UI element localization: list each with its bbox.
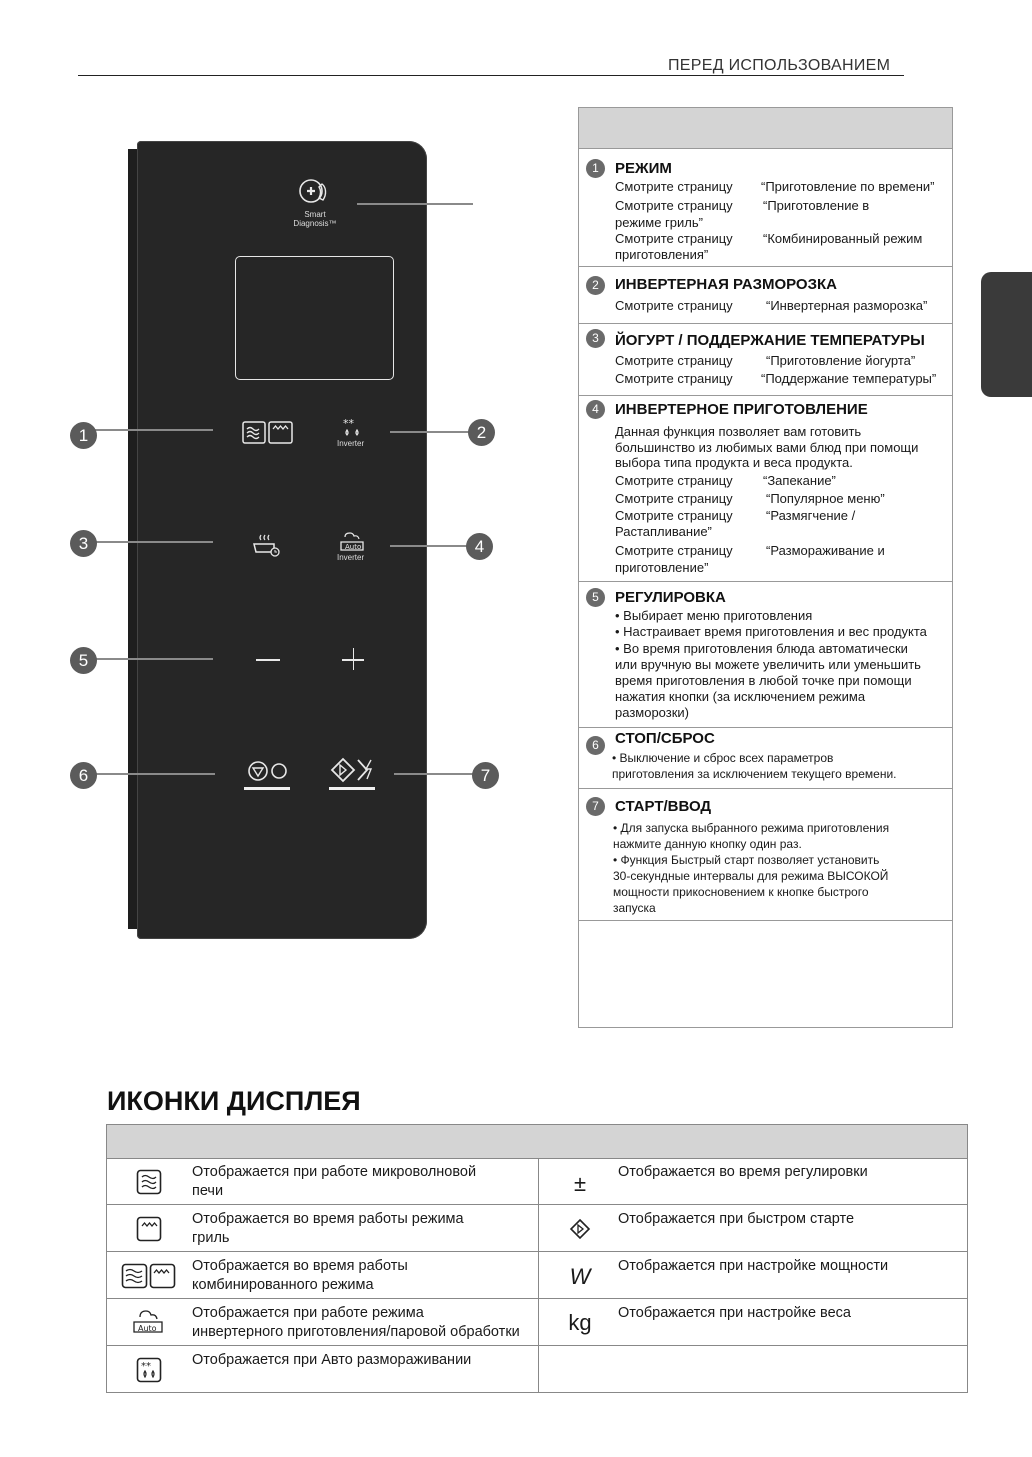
panel-auto-label: Auto	[345, 543, 362, 551]
icon-description	[192, 1257, 408, 1295]
side-tab	[981, 272, 1032, 397]
callout-line-3	[95, 541, 213, 543]
inverter-defrost-icon[interactable]	[341, 417, 365, 439]
kg-icon: kg	[568, 1310, 592, 1335]
section-text: большинство из любимых вами блюд при помощи	[615, 440, 919, 455]
display-icons-table	[106, 1124, 968, 1393]
section-text: нажмите данную кнопку один раз.	[613, 837, 802, 851]
section-text: • Выбирает меню приготовления	[615, 608, 813, 623]
icon-description: Отображается во время регулировки	[618, 1164, 868, 1180]
plus-minus-icon: ±	[573, 1171, 587, 1196]
section-line-ref: “Приготовление по времени”	[761, 179, 935, 194]
section-text: • Для запуска выбранного режима приготовления	[613, 821, 890, 835]
callout-line-1	[95, 429, 213, 431]
section-title: СТАРТ/ВВОД	[615, 798, 712, 815]
callout-4: 4	[466, 533, 493, 560]
display-icons-title: ИКОНКИ ДИСПЛЕЯ	[107, 1086, 361, 1116]
section-text: или вручную вы можете увеличить или уменьшить	[615, 657, 921, 672]
section-title: РЕГУЛИРОВКА	[615, 589, 726, 606]
section-line-ref: “Комбинированный режим	[763, 231, 923, 246]
section-title: ИНВЕРТЕРНАЯ РАЗМОРОЗКА	[615, 276, 837, 293]
callout-7: 7	[472, 762, 499, 789]
callout-line-smart	[357, 203, 473, 205]
section-line: режиме гриль”	[615, 215, 703, 230]
section-text: • Во время приготовления блюда автоматически	[615, 641, 908, 656]
section-line: Смотрите страницу	[615, 231, 733, 246]
callout-line-2	[390, 431, 470, 433]
section-text: выбора типа продукта и веса продукта.	[615, 455, 853, 470]
section-line: Смотрите страницу	[615, 353, 733, 368]
section-line: Смотрите страницу	[615, 371, 733, 386]
svg-text:**: **	[343, 417, 354, 430]
section-inverter-defrost	[579, 267, 952, 324]
section-text: запуска	[613, 901, 656, 915]
section-line: Смотрите страницу	[615, 508, 733, 523]
section-line-ref: “Размягчение /	[766, 508, 856, 523]
icon-description: Отображается при настройке мощности	[618, 1258, 889, 1274]
yogurt-keep-warm-icon[interactable]	[252, 533, 284, 559]
section-line-ref: “Размораживание и	[766, 543, 885, 558]
callout-line-6	[95, 773, 215, 775]
section-mode	[579, 149, 952, 267]
icon-description: Отображается при настройке веса	[618, 1305, 851, 1321]
section-line-ref: “Запекание”	[763, 473, 836, 488]
section-number: 1	[586, 159, 605, 178]
section-text: разморозки)	[615, 705, 689, 720]
section-number: 4	[586, 400, 605, 419]
section-text: время приготовления в любой точке при помощи	[615, 673, 912, 688]
icon-description-line: Отображается во время работы	[192, 1258, 408, 1274]
quick-start-icon	[569, 1218, 591, 1240]
stop-clear-icon[interactable]	[247, 759, 289, 785]
plus-button-vertical[interactable]	[353, 648, 355, 670]
icons-table-header	[107, 1125, 967, 1159]
callout-line-4	[390, 545, 470, 547]
icon-description-line: гриль	[192, 1230, 230, 1246]
inverter-label-4: Inverter	[337, 553, 365, 562]
icon-description-line: печи	[192, 1183, 224, 1199]
section-line: приготовления”	[615, 247, 709, 262]
icon-description	[192, 1351, 471, 1370]
section-text: мощности прикосновением к кнопке быстрого	[613, 885, 869, 899]
description-table	[578, 107, 953, 1028]
section-inverter-cook	[579, 396, 952, 582]
section-line-ref: “Инвертерная разморозка”	[766, 298, 928, 313]
section-title: СТОП/СБРОС	[615, 730, 715, 747]
combi-icon	[121, 1263, 177, 1289]
callout-3: 3	[70, 530, 97, 557]
inverter-label-2: Inverter	[337, 439, 365, 448]
section-line-ref: “Приготовление в	[763, 198, 870, 213]
stop-underline	[244, 787, 290, 790]
section-line: Смотрите страницу	[615, 473, 733, 488]
section-number: 6	[586, 736, 605, 755]
header-rule	[78, 75, 904, 76]
section-text: • Функция Быстрый старт позволяет установить	[613, 853, 880, 867]
auto-defrost-icon	[136, 1357, 162, 1383]
section-line: Смотрите страницу	[615, 179, 733, 194]
auto-cook-icon	[131, 1309, 167, 1337]
section-line: Смотрите страницу	[615, 298, 733, 313]
icon-description-line: Отображается при работе микроволновой	[192, 1164, 477, 1180]
watt-icon: W	[569, 1264, 591, 1289]
section-number: 3	[586, 329, 605, 348]
section-line-ref: “Поддержание температуры”	[761, 371, 937, 386]
section-line: Смотрите страницу	[615, 491, 733, 506]
display-window	[235, 256, 394, 380]
grill-icon	[136, 1216, 162, 1242]
section-title: ЙОГУРТ / ПОДДЕРЖАНИЕ ТЕМПЕРАТУРЫ	[615, 332, 925, 349]
section-title: ИНВЕРТЕРНОЕ ПРИГОТОВЛЕНИЕ	[615, 401, 868, 418]
section-line-ref: “Популярное меню”	[766, 491, 885, 506]
section-text: Данная функция позволяет вам готовить	[615, 424, 862, 439]
svg-text:**: **	[141, 1361, 151, 1372]
callout-6: 6	[70, 762, 97, 789]
minus-button[interactable]	[256, 659, 280, 661]
smart-diagnosis-label	[285, 210, 345, 228]
section-text: 30-секундные интервалы для режима ВЫСОКОЙ	[613, 869, 889, 883]
section-number: 5	[586, 588, 605, 607]
icon-description	[192, 1163, 476, 1201]
mode-button-icon[interactable]	[242, 420, 294, 446]
icon-description-line: инвертерного приготовления/паровой обработки	[192, 1324, 520, 1340]
section-text: приготовления за исключением текущего времени.	[612, 767, 897, 781]
icon-description-line: Отображается при работе режима	[192, 1305, 424, 1321]
section-yogurt	[579, 324, 952, 396]
start-underline	[329, 787, 375, 790]
icon-description-line: Отображается при Авто размораживании	[192, 1352, 472, 1368]
icons-table-divider	[538, 1158, 539, 1392]
section-title: РЕЖИМ	[615, 160, 672, 177]
icon-description	[192, 1210, 464, 1248]
section-stop	[579, 728, 952, 789]
section-number: 2	[586, 276, 605, 295]
callout-line-7	[394, 773, 474, 775]
microwave-icon	[136, 1169, 162, 1195]
icon-description	[192, 1304, 520, 1342]
callout-5: 5	[70, 647, 97, 674]
section-text: нажатия кнопки (за исключением режима	[615, 689, 866, 704]
callout-2: 2	[468, 419, 495, 446]
icon-description-line: комбинированного режима	[192, 1277, 374, 1293]
section-line: Смотрите страницу	[615, 198, 733, 213]
start-enter-icon[interactable]	[330, 757, 378, 785]
callout-line-5	[95, 658, 213, 660]
smart-label-line1: Smart	[304, 210, 326, 219]
icon-description-line: Отображается во время работы режима	[192, 1211, 464, 1227]
section-adjust	[579, 582, 952, 728]
page-header-title: ПЕРЕД ИСПОЛЬЗОВАНИЕМ	[668, 57, 891, 74]
section-line-ref: “Приготовление йогурта”	[766, 353, 916, 368]
section-text: • Выключение и сброс всех параметров	[612, 751, 834, 765]
callout-1: 1	[70, 422, 97, 449]
smart-label-line2: Diagnosis™	[293, 219, 337, 228]
section-text: • Настраивает время приготовления и вес продукта	[615, 624, 927, 639]
section-number: 7	[586, 797, 605, 816]
section-start	[579, 789, 952, 921]
section-line: Растапливание”	[615, 524, 712, 539]
icon-description: Отображается при быстром старте	[618, 1211, 855, 1227]
auto-cook-label: Auto	[138, 1324, 157, 1333]
smart-diagnosis-icon	[296, 176, 336, 210]
section-line: Смотрите страницу	[615, 543, 733, 558]
description-table-header	[579, 108, 952, 149]
section-line: приготовление”	[615, 560, 709, 575]
inverter-cook-icon[interactable]	[337, 531, 369, 553]
